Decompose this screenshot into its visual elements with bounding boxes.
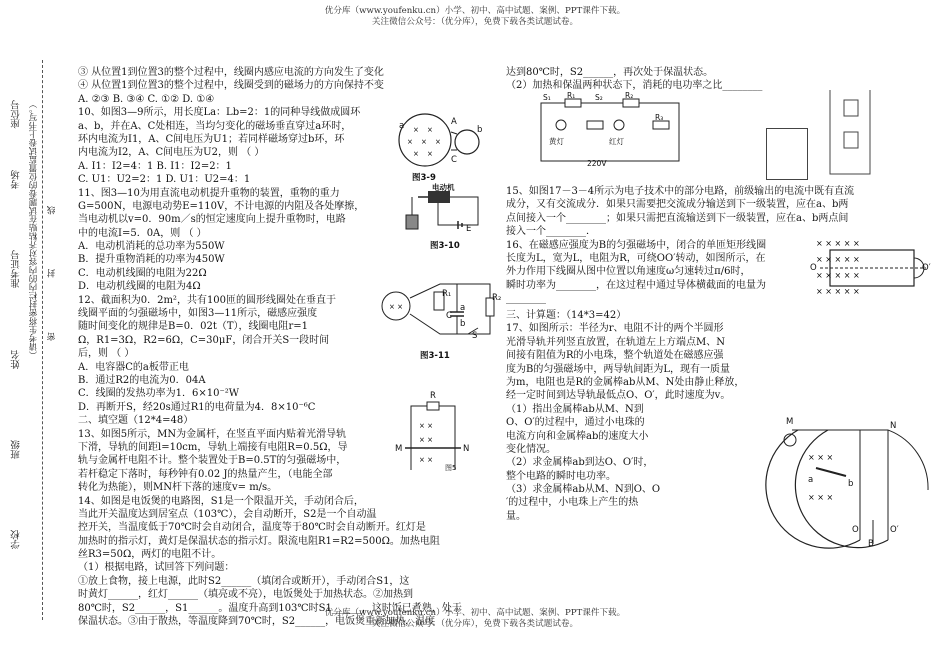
left-column-line: C．电动机线圈的电阻为22Ω <box>78 267 207 279</box>
left-column-line: B．提升重物消耗的功率为450W <box>78 254 225 266</box>
figure-3-11-caption: 图3-11 <box>420 351 450 361</box>
figure-5 <box>395 391 471 472</box>
left-column-line: 当电动机以v=0．90m／s的恒定速度向上提升重物时，电路 <box>78 214 346 226</box>
left-column-line: 若杆稳定下落时，每秒钟有0.02 J的热量产生，（电能全部 <box>78 468 333 480</box>
left-column-line: ①放上食物，接上电源，此时S2______（填闭合或断开），手动闭合S1，这 <box>78 575 410 587</box>
left-column-line: A．电动机消耗的总功率为550W <box>78 241 225 253</box>
right-bottom-line: 电流方向和金属棒ab的速度大小 <box>506 430 649 442</box>
svg-text:× ×: × × <box>419 456 433 464</box>
fig17-label-O-prime: O′ <box>890 525 899 535</box>
right-bottom-line: 变化情况。 <box>506 443 556 455</box>
right-bottom-line: 整个电路的瞬时电功率。 <box>506 470 616 482</box>
fig17-label-O: O <box>852 525 859 535</box>
left-column-line: 10、如图3—9所示，用长度La：Lb=2：1的同种导线做成圆环 <box>78 107 361 119</box>
right-middle-line: 瞬时功率为________，在这过程中通过导体横截面的电量为 <box>506 279 766 291</box>
left-column-line: C．线圈的发热功率为1．6×10⁻²W <box>78 388 240 400</box>
svg-text:×: × <box>427 150 433 158</box>
svg-text:×: × <box>407 138 413 146</box>
left-column-line: A．电容器C的a板带正电 <box>78 361 189 373</box>
svg-text:×: × <box>427 126 433 134</box>
fig17-label-b: b <box>848 479 854 489</box>
figure-5-drawing <box>395 398 471 472</box>
seat-number-label: 座位号 <box>11 100 22 129</box>
cooker-sketch-2 <box>820 86 880 180</box>
right-column-middle <box>506 185 855 306</box>
right-bottom-line: 三、计算题：（14*3=42） <box>506 310 627 321</box>
left-column-line: 12、截面积为0．2m²，共有100匝的圆形线圈处在垂直于 <box>78 294 337 306</box>
school-label: 学校 <box>11 530 22 549</box>
right-bottom-line: 光滑导轨并列竖直放置，在轨道左上方端点M、N <box>506 336 725 348</box>
figure-3-9 <box>395 110 485 170</box>
fig311-label-a: a <box>460 303 466 313</box>
left-column-line: 二、填空题（12*4=48） <box>78 415 194 427</box>
right-bottom-line: 度为B的匀强磁场中，两导轨间距为L，现有一质量 <box>506 363 730 375</box>
left-column-line: （1）根据电路，试回答下列问题： <box>78 562 235 574</box>
right-bottom-line: （3）求金属棒ab从M、N到O、O <box>506 484 661 496</box>
seal-line <box>42 60 43 620</box>
right-bottom-line: 量。 <box>506 510 526 522</box>
cooker-R2-label: R₂ <box>625 91 634 100</box>
left-column-line: 当此开关温度达到居室点（103℃），会自动断开，S2是一个自动温 <box>78 508 377 520</box>
seal-line-marks: 密 封 线 <box>47 180 57 341</box>
svg-text:×: × <box>413 126 419 134</box>
svg-text:×: × <box>413 150 419 158</box>
cooker-R3-label: R₃ <box>655 113 664 122</box>
right-bottom-line: （1）指出金属棒ab从M、N到 <box>506 403 644 415</box>
rice-cooker-circuit <box>535 91 685 168</box>
cooker-voltage-label: 220V <box>587 159 607 168</box>
fig311-label-R2: R₂ <box>492 293 502 303</box>
figure-16 <box>810 236 934 300</box>
figure-3-9-drawing <box>395 110 485 170</box>
sealing-notice: （请考生将密封栏内的内容对齐粘贴在试题卷的位置监试卷上书写。） <box>29 100 39 360</box>
svg-text:× × ×: × × × <box>808 453 834 462</box>
fig310-motor-label: 电动机 <box>432 183 455 192</box>
left-column-line: 丝R3=50Ω，两灯的电阻不计。 <box>78 549 222 561</box>
right-middle-line: 16、在磁感应强度为B的匀强磁场中，闭合的单匝矩形线圈 <box>506 239 767 251</box>
fig39-label-C: C <box>451 155 457 165</box>
right-middle-line: 接入一个________． <box>506 226 596 238</box>
left-column-line: ④ 从位置1到位置3的整个过程中，线圈受到的磁场力的方向保持不变 <box>78 80 384 92</box>
exam-room-label: 考场 <box>11 170 22 189</box>
footer-line-1: 优分库（www.youfenku.cn）小学、初中、高中试题、案例、PPT课件下载。 <box>324 608 626 618</box>
left-column-line: 随时间变化的规律是B=0．02t（T），线圈电阻r=1 <box>78 321 309 333</box>
class-label: 班级 <box>11 440 22 459</box>
right-middle-line: 成分，又有交流成分．如果只需要把交流成分输送到下一级装置，应在a、b两 <box>506 199 849 211</box>
page-footer <box>0 608 950 630</box>
right-middle-line: 长度为L，宽为L，电阻为R，可绕OO′转动，如图所示，在 <box>506 252 766 264</box>
right-bottom-line: 17、如图所示：半径为r、电阻不计的两个半圆形 <box>506 323 724 335</box>
left-column-line: 保温状态。③由于散热，等温度降到70℃时，S2______，电饭煲重新加热，温度 <box>78 616 436 628</box>
fig39-label-a: a <box>399 121 405 131</box>
left-column-line: 转化为热能），则MN杆下落的速度v= m/s。 <box>78 482 278 494</box>
cooker-S1-label: S₁ <box>543 93 551 102</box>
right-bottom-line: 为m，电阻也是R的金属棒ab从M、N处由静止释放， <box>506 376 745 388</box>
fig17-label-N: N <box>890 421 897 431</box>
left-column-line: a、b，并在A、C处相连，当均匀变化的磁场垂直穿过a环时， <box>78 120 352 132</box>
right-column-bottom <box>506 309 771 523</box>
figure-3-10 <box>398 185 490 237</box>
svg-text:× × ×: × × × <box>808 493 834 502</box>
left-column-line: 加热时的指示灯，黄灯是保温状态的指示灯。限流电阻R1=R2=500Ω。加热电阻 <box>78 535 440 547</box>
right-middle-line: 点间接入一个________；如果只需把直流输送到下一级装置，应在a、b两点间 <box>506 212 849 224</box>
right-bottom-line: 经一定时间到达导轨最低点O、O′，此时速度为v。 <box>506 390 731 402</box>
left-column-line: D．电动机线圈的电阻为4Ω <box>78 281 201 293</box>
left-column-line: 环内电流为I1，A、C间电压为U1；若同样磁场穿过b环，环 <box>78 133 345 145</box>
admission-number-label: 准考证号 <box>11 250 22 288</box>
fig17-label-B: B <box>868 539 874 549</box>
figure-3-9-caption: 图3-9 <box>412 173 436 183</box>
figure-3-11 <box>380 274 500 344</box>
left-column-line: 时黄灯______，红灯______（填亮或不亮），电饭煲处于加热状态。②加热到 <box>78 589 413 601</box>
figure-17 <box>778 417 938 550</box>
fig17-label-M: M <box>786 417 794 427</box>
right-bottom-line: O、O′的过程中，通过小电珠的 <box>506 417 645 429</box>
fig311-label-S: S <box>472 331 478 341</box>
figure-3-11-drawing <box>380 274 500 344</box>
name-label: 姓名 <box>11 350 22 369</box>
fig16-label-O: O <box>810 263 817 273</box>
right-bottom-line: 间接有阻值为R的小电珠，整个轨道处在磁感应强 <box>506 350 724 362</box>
left-column-line: ③ 从位置1到位置3的整个过程中，线圈内感应电流的方向发生了变化 <box>78 67 384 78</box>
cooker-S2-label: S₂ <box>595 93 603 102</box>
right-middle-line: 15、如图17－3－4所示为电子技术中的部分电路，前级输出的电流中既有直流 <box>506 186 855 197</box>
svg-text:× ×: × × <box>419 422 433 430</box>
fig311-label-R1: R₁ <box>442 289 452 299</box>
left-column-line: D．再断开S，经20s通过R1的电荷量为4．8×10⁻⁶C <box>78 401 316 413</box>
cooker-sketch-1 <box>766 128 808 180</box>
page-header <box>0 6 950 28</box>
left-column-line: A. I1：I2=4：1 B. I1：I2=2：1 <box>78 160 232 172</box>
cooker-R1-label: R₁ <box>567 91 576 100</box>
left-column-line: 内电流为I2，A、C间电压为U2，则 （ ） <box>78 147 265 159</box>
svg-text:× × × × ×: × × × × × <box>816 287 860 296</box>
fig17-label-a: a <box>808 475 814 485</box>
left-column-line: A. ②③ B. ③④ C. ①② D. ①④ <box>78 93 215 105</box>
figure-3-10-caption: 图3-10 <box>430 241 460 251</box>
right-middle-line: 外力作用下线圈从图中位置以角速度ω匀速转过π/6时， <box>506 266 751 278</box>
left-column-line: 13、如图5所示，MN为金属杆，在竖直平面内贴着光滑导轨 <box>78 428 347 440</box>
right-bottom-line: ′的过程中，小电珠上产生的热 <box>506 497 639 509</box>
left-column-line: 线圈平面的匀强磁场中，如图3—11所示，磁感应强度 <box>78 308 318 320</box>
svg-text:× ×: × × <box>389 303 403 311</box>
svg-text:× × × × ×: × × × × × <box>816 239 860 248</box>
svg-text:× ×: × × <box>419 436 433 444</box>
right-top-line: 达到80℃时，S2______，再次处于保温状态。 <box>506 67 714 78</box>
fig16-label-O-prime: O′ <box>922 263 931 273</box>
left-column-line: 80℃时，S2______，S1______。温度升高到103℃时S1______，这时饭已煮熟，处于 <box>78 602 462 614</box>
left-column-line: 控开关，当温度低于70℃时会自动闭合，温度等于80℃时会自动断开。红灯是 <box>78 522 426 534</box>
right-middle-line: ________ <box>506 293 546 305</box>
left-column-line: 下滑，导轨的间距l=10cm，导轨上端接有电阻R=0.5Ω，导 <box>78 441 348 453</box>
header-line-1: 优分库（www.youfenku.cn）小学、初中、高中试题、案例、PPT课件下载。 <box>324 6 626 16</box>
fig5-label-M: M <box>395 444 403 454</box>
left-column-line: 11、图3—10为用直流电动机提升重物的装置，重物的重力 <box>78 187 340 199</box>
fig39-label-b: b <box>477 125 483 135</box>
left-column-line: C. U1：U2=2：1 D. U1：U2=4：1 <box>78 174 251 186</box>
right-bottom-line: （2）求金属棒ab到达O、O′时， <box>506 457 654 469</box>
rice-cooker-circuit-drawing <box>535 95 685 167</box>
left-column-line: B．通过R2的电流为0．04A <box>78 374 206 386</box>
fig311-label-C: C <box>446 311 452 321</box>
left-column-line: 轨与金属杆电阻不计。整个装置处于B=0.5T的匀强磁场中， <box>78 455 347 467</box>
fig310-label-E: E <box>466 224 472 234</box>
cooker-sketch-2-drawing <box>820 86 880 180</box>
right-top-line: （2）加热和保温两种状态下，消耗的电功率之比________ <box>506 80 763 92</box>
left-column-line: Ω，R1=3Ω，R2=6Ω，C=30μF，闭合开关S一段时间 <box>78 334 330 346</box>
figure-5-caption: 图5 <box>445 464 457 472</box>
fig311-label-b: b <box>460 319 466 329</box>
cooker-yellow-lamp-label: 黄灯 <box>549 137 564 146</box>
fig39-label-A: A <box>451 117 457 127</box>
left-column-line: 后，则 （ ） <box>78 348 135 360</box>
left-column-line: 14、如图是电饭煲的电路图，S1是一个限温开关，手动闭合后， <box>78 495 364 507</box>
svg-text:×: × <box>435 138 441 146</box>
footer-line-2: 关注微信公众号：（优分库），免费下载各类试题试卷。 <box>371 619 579 629</box>
fig5-label-R: R <box>430 391 436 401</box>
figure-16-drawing <box>814 236 934 300</box>
svg-text:×: × <box>421 138 427 146</box>
svg-text:× × × × ×: × × × × × <box>816 255 860 264</box>
left-column-line: G=500N，电源电动势E=110V，不计电源的内阻及各处摩擦， <box>78 200 365 212</box>
binding-margin <box>6 60 68 620</box>
left-column-line: 中的电流I=5．0A，则 （ ） <box>78 227 207 239</box>
svg-text:× × × × ×: × × × × × <box>816 271 860 280</box>
fig5-label-N: N <box>463 444 470 454</box>
header-line-2: 关注微信公众号：（优分库），免费下载各类试题试卷。 <box>371 17 579 27</box>
cooker-red-lamp-label: 红灯 <box>609 137 624 146</box>
